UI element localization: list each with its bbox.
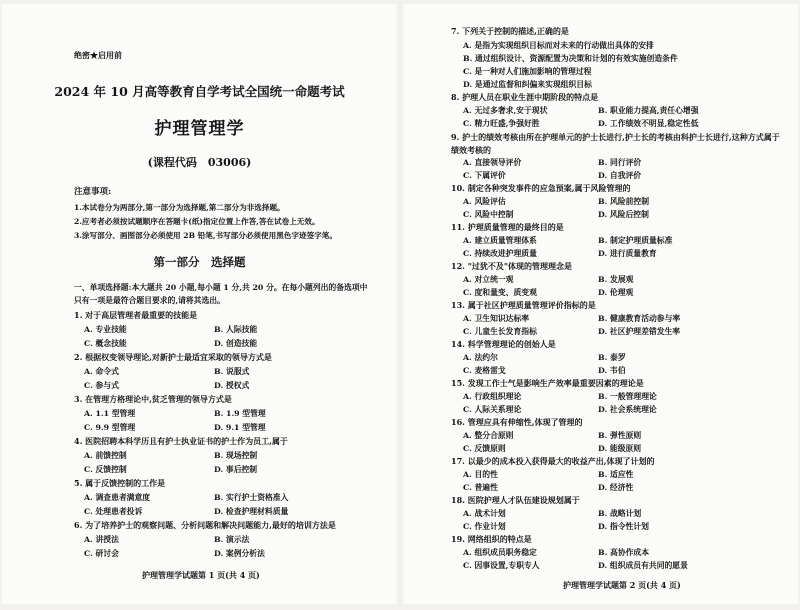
option-a: A. 调查患者满意度 xyxy=(84,493,151,502)
option-a: A. 无过多奢求,安于现状 xyxy=(463,106,548,115)
option-c: C. 风险中控制 xyxy=(463,210,514,219)
question-stem: 17. 以最少的成本投入获得最大的收益产出,体现了计划的 xyxy=(451,456,655,466)
option-d: D. 案例分析法 xyxy=(214,549,265,558)
option-b: B. 弹性原则 xyxy=(598,431,642,440)
option-c: C. 反馈控制 xyxy=(84,465,127,474)
option-b: B. 发展观 xyxy=(598,275,634,284)
question-stem: 9. 护士的绩效考核由所在护理单元的护士长进行,护士长的考核由科护士长进行,这种方式属于绩效考核的 xyxy=(451,132,780,155)
option-c: C. 概念技能 xyxy=(84,339,127,348)
page-2 xyxy=(403,4,798,604)
option-d: D. 授权式 xyxy=(214,381,250,390)
question-stem: 13. 属于社区护理质量管理评价指标的是 xyxy=(451,300,596,310)
option-d: D. 9.1 型管理 xyxy=(214,423,266,432)
exam-title: 2024 年 10 月高等教育自学考试全国统一命题考试 xyxy=(54,84,345,99)
option-b: B. 高协作成本 xyxy=(598,548,650,557)
option-a: A. 讲授法 xyxy=(84,535,119,544)
note-item: 2.应考者必须按试题顺序在答题卡(纸)指定位置上作答,答在试卷上无效。 xyxy=(74,217,320,226)
option-a: A. 直接领导评价 xyxy=(463,158,522,167)
option-b: B. 人际技能 xyxy=(214,325,258,334)
question-stem: 15. 发现工作士气是影响生产效率最重要因素的理论是 xyxy=(451,378,644,388)
subject-title: 护理管理学 xyxy=(154,119,245,139)
question-stem: 3. 在管理方格理论中,贫乏管理的领导方式是 xyxy=(74,394,232,404)
question-stem: 10. 制定各种突发事件的应急预案,属于风险管理的 xyxy=(451,183,631,193)
option-d: D. 指令性计划 xyxy=(598,522,649,531)
option-b: B. 说服式 xyxy=(214,367,250,376)
option-b: B. 现场控制 xyxy=(214,451,258,460)
option-b: B. 实行护士资格准入 xyxy=(214,493,289,502)
option-c: C. 研讨会 xyxy=(84,549,119,558)
question-stem: 2. 根据权变领导理论,对新护士最适宜采取的领导方式是 xyxy=(74,352,272,362)
note-item: 1.本试卷分为两部分,第一部分为选择题,第二部分为非选择题。 xyxy=(74,203,285,212)
page-1 xyxy=(2,4,397,604)
question-stem: 4. 医院招聘本科学历且有护士执业证书的护士作为员工,属于 xyxy=(74,436,288,446)
notes-title: 注意事项: xyxy=(74,187,112,197)
option-d: D. 工作绩效不明显,稳定性低 xyxy=(598,119,699,128)
option-b: B. 一般管理理论 xyxy=(598,392,657,401)
option-c: C. 因事设置,专职专人 xyxy=(463,561,540,570)
option-c: C. 持续改进护理质量 xyxy=(463,249,537,258)
question-stem: 5. 属于反馈控制的工作是 xyxy=(74,478,166,488)
option-b: B. 健康教育活动参与率 xyxy=(598,314,681,323)
option-c: C. 度和量变、质变观 xyxy=(463,288,537,297)
option-c: C. 儿童生长发育指标 xyxy=(463,327,537,336)
question-stem: 11. 护理质量管理的最终目的是 xyxy=(451,222,564,232)
option-c: C. 是一种对人们施加影响的管理过程 xyxy=(463,67,592,76)
option-b: B. 制定护理质量标准 xyxy=(598,236,673,245)
question-stem: 1. 对于高层管理者最重要的技能是 xyxy=(74,310,198,320)
option-b: B. 适应性 xyxy=(598,470,634,479)
option-a: A. 是指为实现组织目标而对未来的行动做出具体的安排 xyxy=(463,41,654,50)
option-a: A. 命令式 xyxy=(84,367,119,376)
option-a: A. 法约尔 xyxy=(463,353,498,362)
question-stem: 18. 医院护理人才队伍建设规划属于 xyxy=(451,495,580,505)
option-d: D. 组织成员有共同的愿景 xyxy=(598,561,688,570)
option-a: A. 1.1 型管理 xyxy=(84,409,136,418)
option-b: B. 1.9 型管理 xyxy=(214,409,266,418)
option-a: A. 目的性 xyxy=(463,470,498,479)
option-a: A. 整分合原则 xyxy=(463,431,514,440)
option-a: A. 组织成员职务稳定 xyxy=(463,548,537,557)
option-a: A. 卫生知识达标率 xyxy=(463,314,530,323)
option-c: C. 下属评价 xyxy=(463,171,506,180)
option-b: B. 通过组织设计、资源配置为决策和计划的有效实施创造条件 xyxy=(463,54,678,63)
option-c: C. 反馈原则 xyxy=(463,444,506,453)
note-item: 3.涂写部分、画图部分必须使用 2B 铅笔,书写部分必须使用黑色字迹签字笔。 xyxy=(74,231,337,240)
option-d: D. 进行质量教育 xyxy=(598,249,657,258)
option-a: A. 前馈控制 xyxy=(84,451,127,460)
option-d: D. 检查护理材料质量 xyxy=(214,507,289,516)
course-code: (课程代码 03006) xyxy=(147,156,252,169)
option-d: D. 经济性 xyxy=(598,483,634,492)
option-a: A. 建立质量管理体系 xyxy=(463,236,537,245)
option-a: A. 行政组织理论 xyxy=(463,392,522,401)
option-d: D. 创造技能 xyxy=(214,339,258,348)
secret-mark: 绝密★启用前 xyxy=(74,50,122,60)
option-d: D. 社会系统理论 xyxy=(598,405,657,414)
option-c: C. 参与式 xyxy=(84,381,119,390)
question-stem: 7. 下列关于控制的描述,正确的是 xyxy=(451,26,569,36)
option-d: D. 自我评价 xyxy=(598,171,642,180)
option-d: D. 事后控制 xyxy=(214,465,258,474)
option-a: A. 战术计划 xyxy=(463,509,506,518)
option-c: C. 普遍性 xyxy=(463,483,498,492)
option-b: B. 战略计划 xyxy=(598,509,642,518)
question-stem: 19. 网络组织的特点是 xyxy=(451,534,532,544)
option-d: D. 能级原则 xyxy=(598,444,642,453)
page-footer: 护理管理学试题第 2 页(共 4 页) xyxy=(563,580,681,590)
option-b: B. 职业能力提高,责任心增强 xyxy=(598,106,699,115)
option-d: D. 风险后控制 xyxy=(598,210,649,219)
part-title: 第一部分 选择题 xyxy=(153,255,246,269)
option-d: D. 伦理观 xyxy=(598,288,634,297)
option-d: D. 是通过监督和纠偏来实现组织目标 xyxy=(463,80,592,89)
question-stem: 6. 为了培养护士的观察问题、分析问题和解决问题能力,最好的培训方法是 xyxy=(74,520,336,530)
option-d: D. 韦伯 xyxy=(598,366,626,375)
option-b: B. 泰罗 xyxy=(598,353,626,362)
question-stem: 8. 护理人员在职业生涯中期阶段的特点是 xyxy=(451,92,599,102)
option-c: C. 作业计划 xyxy=(463,522,506,531)
option-a: A. 风险评估 xyxy=(463,197,506,206)
option-a: A. 专业技能 xyxy=(84,325,127,334)
option-c: C. 处理患者投诉 xyxy=(84,507,143,516)
option-c: C. 麦格雷戈 xyxy=(463,366,506,375)
option-c: C. 人际关系理论 xyxy=(463,405,522,414)
question-stem: 16. 管理应具有伸缩性,体现了管理的 xyxy=(451,417,583,427)
option-b: B. 同行评价 xyxy=(598,158,642,167)
option-b: B. 风险前控制 xyxy=(598,197,650,206)
question-stem: 12. "过犹不及"体现的管理理念是 xyxy=(451,261,573,271)
option-b: B. 演示法 xyxy=(214,535,250,544)
question-stem: 14. 科学管理理论的创始人是 xyxy=(451,339,556,349)
page-footer: 护理管理学试题第 1 页(共 4 页) xyxy=(142,570,260,580)
option-c: C. 9.9 型管理 xyxy=(84,423,136,432)
option-a: A. 对立统一观 xyxy=(463,275,514,284)
option-c: C. 精力旺盛,争强好胜 xyxy=(463,119,540,128)
option-d: D. 社区护理差错发生率 xyxy=(598,327,681,336)
section-instructions: 一、单项选择题:本大题共 20 小题,每小题 1 分,共 20 分。在每小题列出的备选项中只有一项是最符合题目要求的,请将其选出。 xyxy=(74,283,368,305)
